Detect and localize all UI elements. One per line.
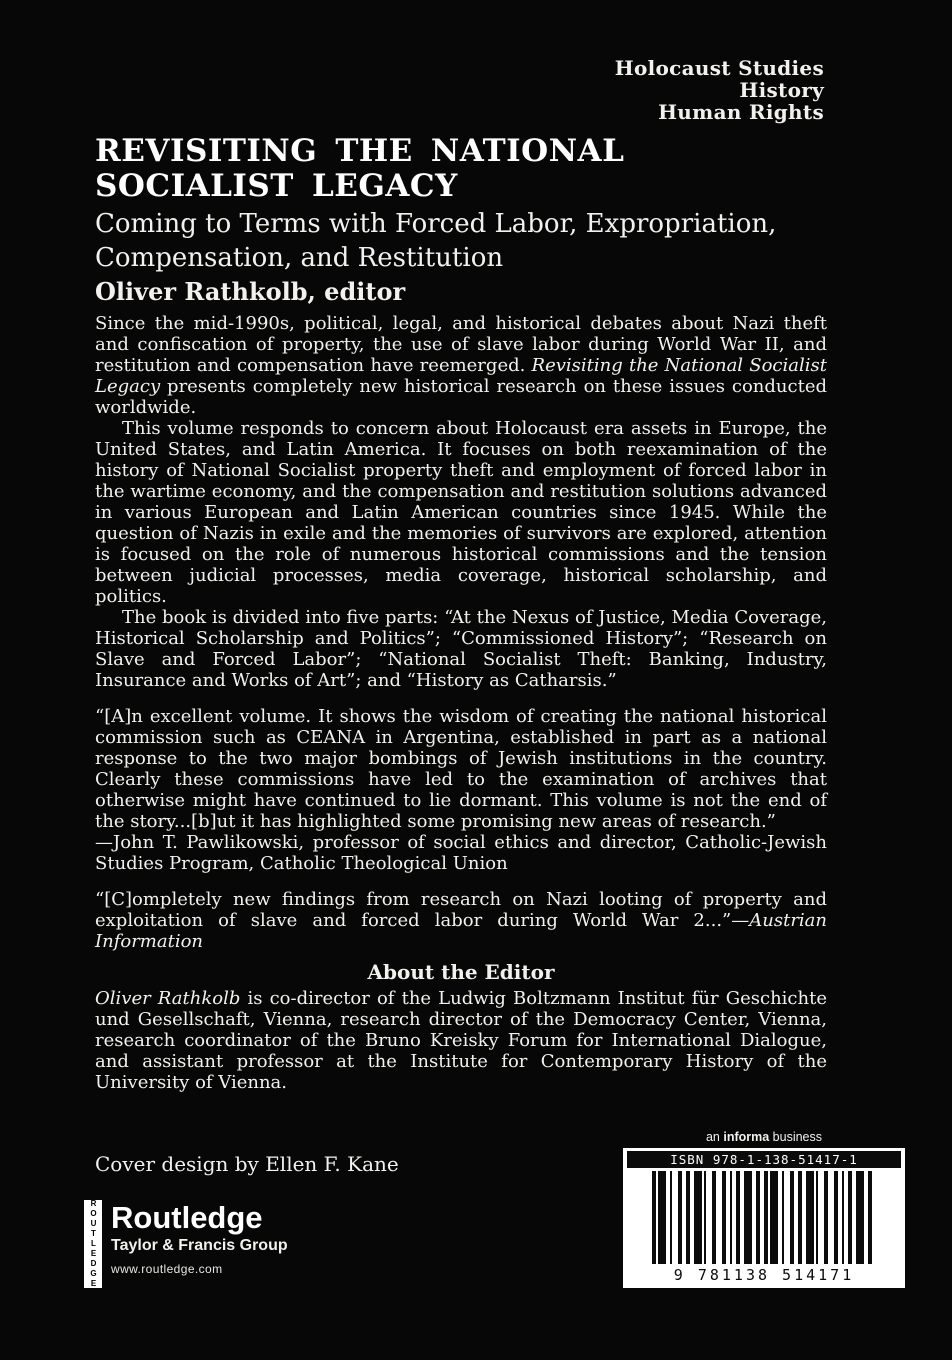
book-subtitle: Coming to Terms with Forced Labor, Expropriation, Compensation, and Restitution <box>95 209 777 273</box>
description-paragraph-1: Since the mid-1990s, political, legal, and historical debates about Nazi theft and confiscation of property, the use of slave labor during World War II, and restitution and compensation have reemerged. Revisiting the National Socialist Legacy presents completely new historical research on these issues conducted worldwide. <box>95 313 827 418</box>
publisher-logo <box>84 1200 288 1288</box>
category-history: History <box>739 78 824 102</box>
barcode-panel <box>623 1148 905 1288</box>
category-holocaust-studies: Holocaust Studies <box>614 56 824 80</box>
review-quote-1-attribution: —John T. Pawlikowski, professor of social ethics and director, Catholic-Jewish Studies Program, Catholic Theological Union <box>95 832 827 874</box>
review-quote-1: “[A]n excellent volume. It shows the wisdom of creating the national historical commission such as CEANA in Argentina, established in part as a national response to the two major bombings of Jewish institutions in the country. Clearly these commissions have led to the examination of archives that otherwise might have continued to lie dormant. This volume is not the end of the story...[b]ut it has highlighted some promising new areas of research.” <box>95 706 827 832</box>
category-list <box>615 57 824 123</box>
publisher-website: www.routledge.com <box>111 1262 223 1276</box>
about-editor-paragraph: Oliver Rathkolb is co-director of the Ludwig Boltzmann Institut für Geschichte und Gesellschaft, Vienna, research director of the Democracy Center, Vienna, research coordinator of the Bruno Kreisky Forum for International Dialogue, and assistant professor at the Institute for Contemporary History of the University of Vienna. <box>95 988 827 1093</box>
publisher-group-name: Taylor & Francis Group <box>111 1237 288 1254</box>
routledge-vertical-logo: ROUTLEDGE <box>84 1200 102 1288</box>
cover-design-credit: Cover design by Ellen F. Kane <box>95 1152 399 1176</box>
editor-line: Oliver Rathkolb, editor <box>95 277 406 306</box>
barcode-bars <box>627 1171 901 1264</box>
about-editor-heading: About the Editor <box>367 960 555 984</box>
category-human-rights: Human Rights <box>658 100 824 124</box>
main-text-block <box>95 134 827 1093</box>
publisher-wordmark <box>111 1200 288 1277</box>
description-paragraph-2: This volume responds to concern about Holocaust era assets in Europe, the United States, and Latin America. It focuses on both reexamination of the history of National Socialist property theft and employment of forced labor in the wartime economy, and the compensation and restitution solutions advanced in various European and Latin American countries since 1945. While the question of Nazis in exile and the memories of survivors are explored, attention is focused on the role of numerous historical commissions and the tension between judicial processes, media coverage, historical scholarship, and politics. <box>95 418 827 607</box>
isbn-label: ISBN 978-1-138-51417-1 <box>627 1151 901 1168</box>
description-paragraph-3: The book is divided into five parts: “At the Nexus of Justice, Media Coverage, Historical Scholarship and Politics”; “Commissioned History”; “Research on Slave and Forced Labor”; “National Socialist Theft: Banking, Industry, Insurance and Works of Art”; and “History as Catharsis.” <box>95 607 827 691</box>
barcode-digits: 9 781138 514171 <box>673 1266 855 1284</box>
review-quote-2: “[C]ompletely new findings from research on Nazi looting of property and exploitation of slave and forced labor during World War 2...”—Austrian Information <box>95 889 827 952</box>
publisher-name: Routledge <box>111 1200 263 1235</box>
informa-tagline: an informa business <box>705 1130 823 1144</box>
book-title: REVISITING THE NATIONAL SOCIALIST LEGACY <box>95 133 625 204</box>
